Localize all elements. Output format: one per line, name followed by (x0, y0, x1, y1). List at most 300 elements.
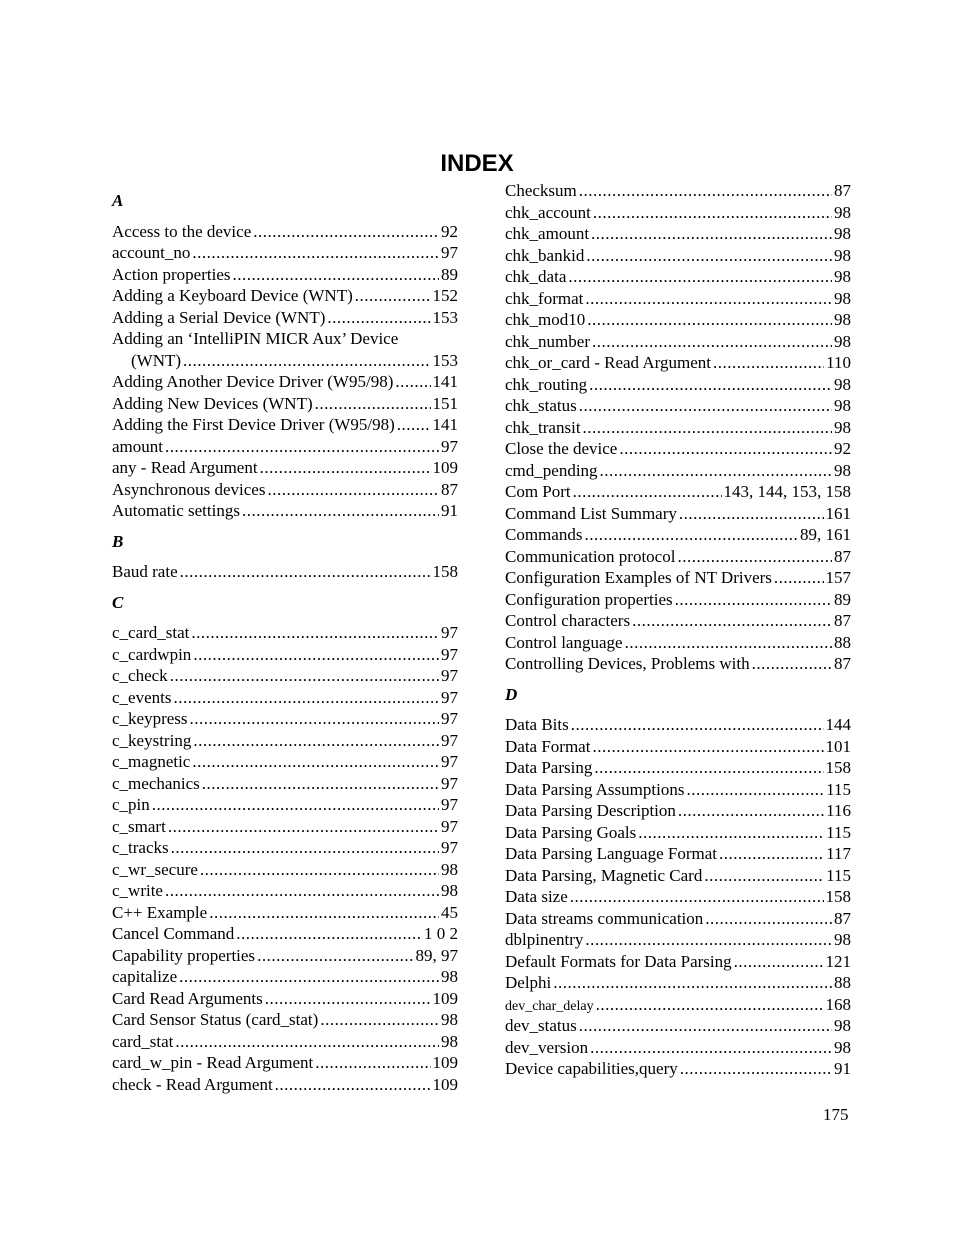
entry-page-ref: 98 (834, 267, 851, 286)
index-entry (112, 945, 458, 967)
dot-leader (191, 622, 439, 644)
entry-page-ref: 97 (441, 838, 458, 857)
dot-leader (600, 460, 832, 482)
dot-leader (632, 610, 832, 632)
dot-leader (592, 331, 832, 353)
index-entry (112, 1031, 458, 1053)
dot-leader (233, 264, 440, 286)
entry-term: chk_data (505, 267, 567, 286)
entry-term: Configuration Examples of NT Drivers (505, 568, 772, 587)
entry-term: C++ Example (112, 902, 208, 922)
index-entry (505, 266, 851, 288)
index-entry (505, 503, 851, 525)
entry-term: c_tracks (112, 838, 169, 857)
entry-term: Action properties (112, 264, 231, 284)
dot-leader (202, 773, 439, 795)
entry-term: c_card_stat (112, 623, 190, 642)
entry-term: amount (112, 436, 163, 456)
dot-leader (593, 202, 832, 224)
entry-page-ref: 141 (432, 415, 458, 434)
entry-page-ref: 115 (826, 865, 851, 885)
dot-leader (242, 500, 439, 522)
entry-page-ref: 87 (441, 479, 458, 499)
entry-page-ref: 97 (441, 752, 458, 771)
entry-term: chk_bankid (505, 245, 585, 265)
entry-term: card_stat (112, 1031, 174, 1051)
entry-term: Data Bits (505, 715, 569, 734)
index-entry (505, 331, 851, 353)
entry-term: c_mechanics (112, 773, 200, 793)
entry-page-ref: 98 (834, 331, 851, 351)
index-entry (505, 223, 851, 245)
dot-leader (179, 966, 439, 988)
entry-term: c_magnetic (112, 752, 191, 771)
dot-leader (170, 665, 439, 687)
index-entry (112, 794, 458, 816)
index-entry (112, 773, 458, 795)
index-entry (505, 757, 851, 779)
index-entry (505, 567, 851, 589)
dot-leader (260, 457, 431, 479)
index-entry (112, 880, 458, 902)
dot-leader (165, 880, 439, 902)
entry-page-ref: 98 (834, 224, 851, 243)
index-entry (112, 730, 458, 752)
entry-page-ref: 98 (441, 859, 458, 879)
index-entry (112, 1009, 458, 1031)
entry-term: Configuration properties (505, 589, 673, 609)
dot-leader (192, 751, 439, 773)
entry-term: chk_account (505, 202, 591, 222)
dot-leader (253, 221, 439, 243)
entry-term: check - Read Argument (112, 1074, 273, 1094)
dot-leader (568, 266, 832, 288)
entry-term: Command List Summary (505, 503, 677, 523)
index-entry (505, 779, 851, 801)
index-entry (112, 816, 458, 838)
index-entry (112, 751, 458, 773)
dot-leader (265, 988, 431, 1010)
entry-term: c_smart (112, 816, 166, 836)
entry-page-ref: 153 (432, 307, 458, 327)
entry-term: dev_status (505, 1016, 577, 1035)
index-entry (505, 288, 851, 310)
dot-leader (553, 972, 832, 994)
index-entry (505, 460, 851, 482)
dot-leader (355, 285, 431, 307)
entry-page-ref: 117 (826, 844, 851, 863)
index-entry (505, 653, 851, 675)
index-entry (505, 610, 851, 632)
entry-page-ref: 168 (825, 994, 851, 1014)
entry-term: chk_status (505, 396, 577, 415)
dot-leader (397, 414, 431, 436)
entry-page-ref: 97 (441, 243, 458, 262)
dot-leader (573, 481, 722, 503)
entry-page-ref: 87 (834, 908, 851, 928)
entry-page-ref: 98 (834, 245, 851, 265)
index-entry (112, 457, 458, 479)
index-entry (112, 1052, 458, 1074)
index-entry (505, 417, 851, 439)
entry-page-ref: 157 (825, 568, 851, 587)
entry-term: Device capabilities,query (505, 1059, 678, 1078)
entry-page-ref: 98 (834, 396, 851, 415)
entry-page-ref: 109 (432, 1053, 458, 1072)
entry-page-ref: 89, 97 (415, 945, 458, 965)
index-entry (112, 500, 458, 522)
entry-term: c_keystring (112, 730, 192, 750)
dot-leader (585, 288, 832, 310)
entry-page-ref: 115 (826, 822, 851, 842)
entry-page-ref: 92 (441, 221, 458, 241)
entry-term: c_write (112, 881, 163, 900)
dot-leader (152, 794, 439, 816)
index-entry (505, 843, 851, 865)
entry-term: Control characters (505, 611, 631, 630)
index-entry (112, 622, 458, 644)
entry-page-ref: 101 (825, 736, 851, 756)
entry-term: card_w_pin - Read Argument (112, 1053, 314, 1072)
index-entry (505, 546, 851, 568)
entry-page-ref: 97 (441, 730, 458, 750)
page-title: INDEX (440, 150, 514, 177)
entry-term: c_check (112, 666, 168, 685)
entry-term: account_no (112, 243, 191, 262)
index-entry (112, 436, 458, 458)
dot-leader (678, 800, 824, 822)
entry-term: Data Parsing Language Format (505, 844, 717, 863)
entry-page-ref: 116 (826, 801, 851, 820)
dot-leader (591, 223, 832, 245)
dot-leader (596, 994, 824, 1016)
entry-page-ref: 98 (441, 1031, 458, 1051)
dot-leader (774, 567, 824, 589)
entry-term: chk_mod10 (505, 310, 586, 329)
dot-leader (675, 589, 832, 611)
entry-page-ref: 45 (441, 902, 458, 922)
index-entry (505, 589, 851, 611)
index-entry (112, 561, 458, 583)
entry-term: Data Parsing Description (505, 801, 676, 820)
dot-leader (395, 371, 430, 393)
entry-page-ref: 151 (432, 393, 458, 413)
dot-leader (579, 1015, 832, 1037)
index-entry (505, 822, 851, 844)
dot-leader (713, 352, 824, 374)
dot-leader (705, 908, 832, 930)
entry-term: capitalize (112, 967, 178, 986)
dot-leader (165, 436, 439, 458)
entry-page-ref: 87 (834, 654, 851, 673)
dot-leader (686, 779, 824, 801)
entry-term: Cancel Command (112, 924, 235, 943)
index-entry (112, 479, 458, 501)
index-entry (505, 908, 851, 930)
dot-leader (315, 1052, 430, 1074)
entry-term: dblpinentry (505, 930, 584, 949)
entry-term: chk_number (505, 331, 590, 351)
index-entry (505, 714, 851, 736)
index-entry (112, 221, 458, 243)
entry-term: Close the device (505, 439, 618, 458)
section-letter-heading: C (112, 592, 124, 612)
entry-term: Checksum (505, 181, 577, 200)
index-entry (505, 180, 851, 202)
index-column-right (505, 180, 851, 1080)
dot-leader (579, 395, 832, 417)
dot-leader (267, 479, 439, 501)
entry-term: chk_format (505, 288, 584, 308)
dot-leader (752, 653, 832, 675)
entry-term: c_keypress (112, 709, 188, 728)
entry-term: Asynchronous devices (112, 479, 266, 499)
dot-leader (192, 242, 439, 264)
entry-page-ref: 97 (441, 795, 458, 814)
index-entry (112, 393, 458, 415)
entry-term: Adding Another Device Driver (W95/98) (112, 372, 394, 391)
dot-leader (638, 822, 824, 844)
entry-page-ref: 89 (834, 589, 851, 609)
index-entry (112, 242, 458, 264)
dot-leader (168, 816, 439, 838)
entry-term: Data Format (505, 736, 591, 756)
index-entry (505, 1015, 851, 1037)
dot-leader (587, 309, 832, 331)
index-entry (112, 414, 458, 436)
entry-page-ref: 98 (834, 202, 851, 222)
entry-page-ref: 89, 161 (800, 525, 851, 544)
section-letter-heading: A (112, 191, 124, 210)
dot-leader (200, 859, 439, 881)
dot-leader (589, 374, 832, 396)
index-entry (112, 328, 458, 350)
entry-page-ref: 88 (834, 973, 851, 992)
index-entry (505, 886, 851, 908)
entry-term: Adding the First Device Driver (W95/98) (112, 415, 395, 434)
index-entry (505, 736, 851, 758)
entry-term: Capability properties (112, 945, 256, 965)
entry-page-ref: 89 (441, 264, 458, 284)
entry-page-ref: 91 (834, 1059, 851, 1078)
index-entry (505, 202, 851, 224)
dot-leader (190, 708, 439, 730)
dot-leader (704, 865, 824, 887)
entry-term: Data streams communication (505, 908, 704, 928)
entry-term: chk_transit (505, 417, 581, 437)
entry-page-ref: 97 (441, 623, 458, 642)
entry-page-ref: 97 (441, 687, 458, 707)
index-entry (112, 644, 458, 666)
entry-page-ref: 97 (441, 709, 458, 728)
index-entry (112, 837, 458, 859)
entry-page-ref: 97 (441, 773, 458, 793)
index-entry (505, 972, 851, 994)
index-entry (112, 285, 458, 307)
entry-term: Controlling Devices, Problems with (505, 654, 750, 673)
entry-term: chk_routing (505, 374, 588, 394)
dot-leader (585, 929, 832, 951)
index-entry (112, 923, 458, 945)
entry-page-ref: 98 (441, 967, 458, 986)
dot-leader (719, 843, 824, 865)
entry-page-ref: 121 (825, 951, 851, 971)
entry-page-ref: 98 (834, 310, 851, 329)
entry-page-ref: 97 (441, 816, 458, 836)
index-entry (505, 374, 851, 396)
section-letter-heading: B (112, 531, 124, 551)
index-entry (112, 966, 458, 988)
entry-page-ref: 97 (441, 644, 458, 664)
dot-leader (625, 632, 832, 654)
dot-leader (734, 951, 824, 973)
entry-page-ref: 98 (834, 374, 851, 394)
entry-page-ref: 144 (825, 715, 851, 734)
index-entry (505, 951, 851, 973)
entry-term: Data Parsing Goals (505, 822, 637, 842)
dot-leader (592, 736, 823, 758)
entry-page-ref: 98 (441, 881, 458, 900)
dot-leader (171, 837, 439, 859)
entry-page-ref: 97 (441, 666, 458, 685)
entry-term: chk_or_card - Read Argument (505, 353, 711, 372)
entry-page-ref: 98 (834, 930, 851, 949)
entry-term: Card Sensor Status (card_stat) (112, 1010, 319, 1029)
index-entry (112, 665, 458, 687)
dot-leader (619, 438, 832, 460)
entry-page-ref: 92 (834, 439, 851, 458)
index-entry (505, 929, 851, 951)
dot-leader (579, 180, 832, 202)
entry-term: Baud rate (112, 562, 178, 581)
index-entry (505, 352, 851, 374)
dot-leader (180, 561, 431, 583)
index-entry (505, 800, 851, 822)
index-entry-continuation (112, 350, 458, 372)
entry-term: c_wr_secure (112, 859, 198, 879)
entry-page-ref: 98 (441, 1010, 458, 1029)
dot-leader (193, 730, 439, 752)
dot-leader (209, 902, 439, 924)
index-entry (112, 307, 458, 329)
index-entry (505, 632, 851, 654)
entry-page-ref: 98 (834, 1037, 851, 1057)
entry-page-ref: 115 (826, 779, 851, 799)
entry-page-ref: 1 0 2 (424, 924, 458, 943)
entry-term: cmd_pending (505, 460, 598, 480)
entry-page-ref: 158 (432, 562, 458, 581)
entry-term: Data Parsing (505, 758, 593, 777)
entry-term: Com Port (505, 482, 571, 501)
dot-leader (183, 350, 430, 372)
entry-page-ref: 98 (834, 460, 851, 480)
index-entry (505, 481, 851, 503)
dot-leader (677, 546, 832, 568)
entry-term: Communication protocol (505, 546, 676, 566)
entry-page-ref: 87 (834, 181, 851, 200)
entry-term: Adding a Serial Device (WNT) (112, 307, 326, 327)
entry-term: c_cardwpin (112, 644, 192, 664)
dot-leader (570, 886, 824, 908)
dot-leader (590, 1037, 832, 1059)
index-entry (505, 438, 851, 460)
entry-page-ref: 109 (432, 1074, 458, 1094)
index-entry (505, 245, 851, 267)
entry-term-continuation: (WNT) (131, 350, 182, 370)
dot-leader (583, 417, 832, 439)
entry-page-ref: 110 (826, 353, 851, 372)
index-entry (112, 902, 458, 924)
dot-leader (173, 687, 439, 709)
entry-page-ref: 98 (834, 417, 851, 437)
dot-leader (236, 923, 422, 945)
entry-term: Adding New Devices (WNT) (112, 393, 313, 413)
entry-page-ref: 152 (432, 286, 458, 305)
entry-page-ref: 87 (834, 611, 851, 630)
entry-term: Data size (505, 887, 568, 906)
entry-page-ref: 97 (441, 436, 458, 456)
entry-term: chk_amount (505, 224, 590, 243)
section-letter-heading: D (505, 684, 518, 704)
entry-page-ref: 109 (432, 988, 458, 1008)
index-entry (112, 1074, 458, 1096)
entry-term: c_events (112, 687, 172, 707)
dot-leader (679, 503, 824, 525)
index-entry (112, 988, 458, 1010)
dot-leader (193, 644, 439, 666)
dot-leader (257, 945, 413, 967)
dot-leader (586, 245, 832, 267)
index-entry (505, 395, 851, 417)
page-number: 175 (823, 1105, 849, 1124)
entry-term: Adding an ‘IntelliPIN MICR Aux’ Device (112, 329, 399, 348)
entry-page-ref: 161 (825, 503, 851, 523)
entry-term: Delphi (505, 973, 552, 992)
index-entry (505, 524, 851, 546)
entry-page-ref: 87 (834, 546, 851, 566)
index-entry (505, 865, 851, 887)
entry-term: Access to the device (112, 221, 252, 241)
index-entry (112, 708, 458, 730)
dot-leader (320, 1009, 439, 1031)
entry-term: Card Read Arguments (112, 988, 263, 1008)
index-entry (112, 687, 458, 709)
dot-leader (315, 393, 431, 415)
entry-page-ref: 143, 144, 153, 158 (723, 482, 851, 501)
entry-page-ref: 88 (834, 632, 851, 652)
entry-term: Default Formats for Data Parsing (505, 951, 732, 971)
index-column-left (112, 190, 458, 1095)
index-entry (112, 859, 458, 881)
entry-page-ref: 153 (432, 350, 458, 370)
entry-term: dev_version (505, 1037, 589, 1057)
dot-leader (680, 1058, 832, 1080)
dot-leader (275, 1074, 431, 1096)
index-entry (505, 309, 851, 331)
index-entry (112, 264, 458, 286)
entry-term: c_pin (112, 795, 150, 814)
entry-page-ref: 91 (441, 501, 458, 520)
dot-leader (175, 1031, 439, 1053)
dot-leader (594, 757, 823, 779)
dot-leader (327, 307, 430, 329)
entry-term: Commands (505, 525, 583, 544)
entry-page-ref: 98 (834, 288, 851, 308)
index-entry (505, 1037, 851, 1059)
entry-term: any - Read Argument (112, 458, 258, 477)
entry-page-ref: 109 (432, 458, 458, 477)
entry-page-ref: 98 (834, 1016, 851, 1035)
